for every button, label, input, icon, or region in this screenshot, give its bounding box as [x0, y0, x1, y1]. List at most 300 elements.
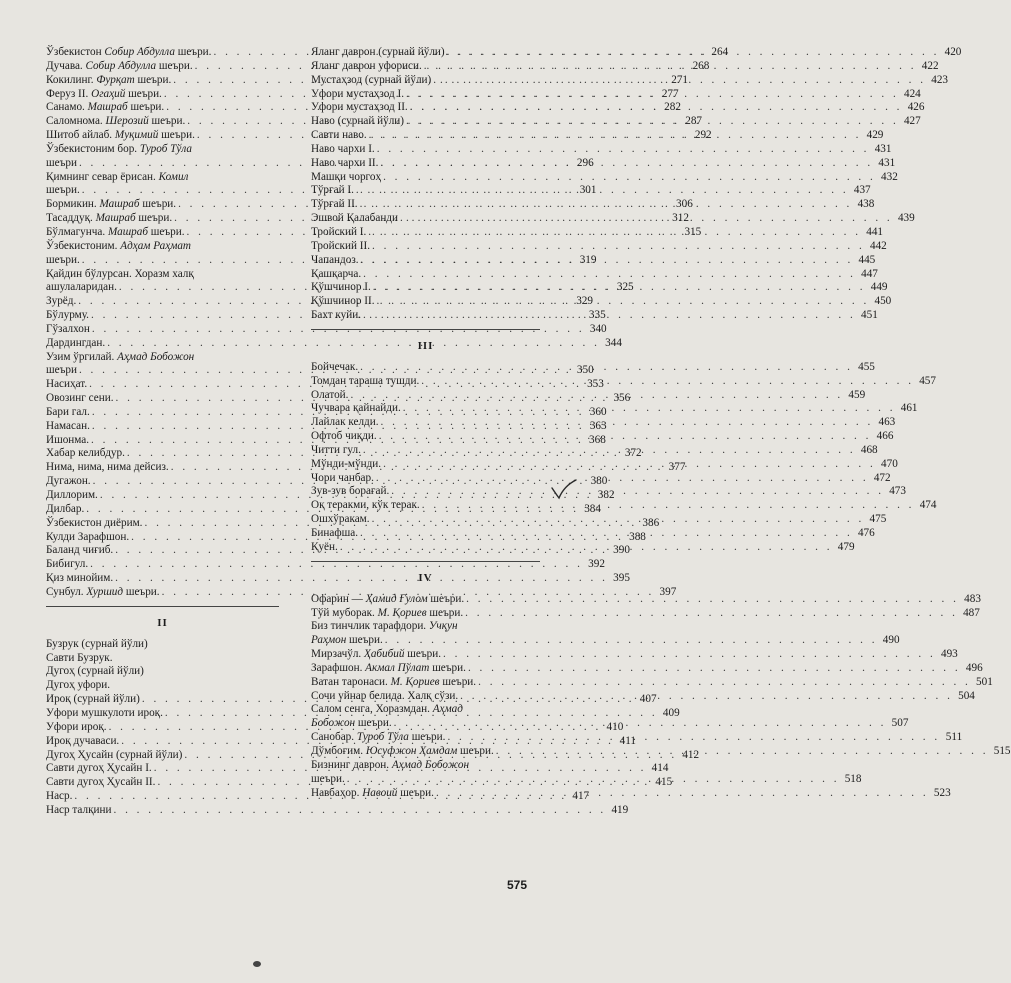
page-ref: 395 [613, 572, 630, 585]
page-ref: 386 [642, 516, 660, 529]
entry-title [46, 586, 160, 600]
entry-line-1 [311, 703, 540, 717]
dot-leader [392, 717, 887, 731]
entry-author: М. Қориев [390, 675, 440, 688]
page-ref: 397 [659, 585, 677, 598]
entry-author: Машраб [99, 198, 140, 211]
entry-title-text: Сочи уйнар белида. Халқ сўзи. [311, 689, 459, 702]
handwritten-checkmark-icon [550, 478, 580, 500]
entry-title [311, 458, 381, 472]
page-ref: 442 [869, 239, 887, 252]
page-ref: 344 [605, 336, 622, 349]
entry-title [311, 731, 445, 745]
dot-leader [374, 472, 869, 486]
page-ref: 523 [933, 786, 951, 799]
page-ref: 515 [993, 744, 1011, 757]
entry-title-text: Дугажон. [46, 475, 91, 488]
dot-leader [338, 541, 833, 555]
dot-leader [367, 129, 862, 143]
entry-title [311, 541, 338, 555]
page-ref: 431 [874, 142, 892, 155]
entry-title [46, 735, 119, 749]
entry-title [46, 46, 211, 60]
dot-leader [371, 281, 866, 295]
entry-author: Раҳмон [311, 634, 347, 647]
entry-title-text: Бари гал. [46, 405, 90, 418]
entry-title-text: Бахт куйи. [311, 309, 362, 322]
entry-title [311, 375, 419, 389]
page-ref: 450 [874, 295, 892, 308]
page-ref: 353 [587, 378, 604, 391]
entry-title [311, 226, 366, 240]
entry-suffix: шеъри. [346, 634, 383, 647]
entry-title-text: Биз тинчлик тарафдори. [311, 620, 429, 633]
toc-entry [311, 606, 980, 621]
page-ref: 461 [900, 402, 918, 415]
page-ref: 424 [903, 87, 921, 100]
entry-title [46, 212, 172, 226]
page-ref: 315 [684, 225, 702, 238]
entry-continuation: шеъри. [46, 253, 80, 266]
entry-title [311, 281, 371, 295]
dot-leader [422, 60, 917, 74]
page-number: 575 [507, 878, 528, 892]
entry-title-text: Бибигул. [46, 558, 89, 571]
entry-title [311, 773, 345, 787]
entry-title [46, 693, 140, 707]
dot-leader [354, 184, 849, 198]
dot-leader [458, 690, 953, 704]
page-ref: 441 [866, 225, 884, 238]
page-ref: 412 [682, 748, 700, 761]
entry-title [46, 790, 72, 804]
entry-title-text: Зарафшон. [311, 661, 366, 674]
toc-entry [46, 638, 279, 652]
toc-entry [311, 592, 981, 607]
page-ref: 414 [651, 762, 669, 775]
entry-title [311, 634, 383, 648]
entry-title-text: Қиз минойим. [46, 572, 114, 585]
entry-title [311, 416, 379, 430]
entry-title-text: Қашқарча. [311, 267, 362, 280]
toc-entry [46, 652, 279, 666]
entry-continuation: ашулаларидан. [46, 281, 117, 294]
section-divider [46, 606, 279, 607]
page-ref: 417 [572, 790, 590, 803]
entry-suffix: шеъри. [397, 786, 434, 799]
page-ref: 384 [584, 502, 601, 515]
page-ref: 388 [629, 530, 646, 543]
entry-title [46, 129, 195, 143]
entry-author: Шерозий [105, 115, 149, 128]
entry-title-text: Қўшчинор I. [311, 281, 371, 294]
entry-title [46, 88, 162, 102]
section-divider [311, 329, 540, 330]
entry-title-text: Чори чанбар. [311, 471, 374, 484]
page-ref: 411 [619, 734, 636, 747]
entry-title [46, 281, 117, 295]
entry-title [46, 572, 113, 586]
entry-title [46, 461, 169, 475]
entry-suffix: шеъри. [355, 717, 392, 730]
page-ref: 382 [597, 489, 615, 501]
entry-author: Муқимий [114, 129, 159, 142]
entry-title [311, 499, 420, 513]
entry-title [311, 198, 358, 212]
dot-leader [420, 499, 915, 513]
page-ref: 422 [921, 59, 939, 72]
page-ref: 380 [590, 475, 608, 488]
entry-title [311, 254, 359, 268]
entry-title-text: Лайлак келди. [311, 416, 379, 429]
entry-suffix: шеъри. [439, 675, 477, 688]
page-ref: 306 [676, 198, 693, 211]
entry-title [311, 212, 398, 226]
entry-line-1 [46, 351, 279, 365]
dot-leader [441, 648, 936, 662]
entry-title [311, 46, 445, 60]
entry-title-text: Машқи чоргоҳ [311, 170, 382, 183]
dot-leader [358, 361, 853, 375]
entry-author: Бобожон [311, 717, 356, 730]
page-ref: 429 [866, 129, 884, 142]
entry-author: Собир Абдулла [104, 46, 175, 58]
entry-title-text: Наво (сурнай йўли) [311, 115, 404, 128]
page-ref: 507 [891, 717, 909, 730]
entry-title-text: Тройский I. [311, 225, 367, 238]
entry-title [46, 544, 113, 558]
dot-leader [379, 416, 874, 430]
entry-title [46, 558, 88, 572]
entry-title [311, 648, 441, 662]
entry-author: Туроб Тўла [139, 142, 192, 155]
entry-title [311, 101, 408, 115]
entry-author: Аҳмад [432, 703, 463, 716]
entry-author: Огаҳий [91, 87, 126, 100]
entry-title-text: Томдан тараша тушди. [311, 374, 420, 387]
entry-title [46, 295, 76, 309]
entry-title [46, 762, 152, 776]
entry-title [46, 74, 171, 88]
entry-suffix: шеъри. [134, 73, 172, 86]
entry-title-text: Бўлмагунча. [46, 225, 108, 238]
entry-author: Туроб Тўла [356, 731, 409, 744]
entry-title [311, 240, 370, 254]
entry-title [46, 157, 77, 171]
entry-title-text: Мўнди-мўнди. [311, 457, 382, 470]
entry-author: Акмал Пўлат [365, 661, 430, 674]
page-ref: 340 [589, 322, 607, 335]
entry-title-text: Наср талқини [46, 803, 112, 816]
dot-leader [408, 101, 903, 115]
entry-title-text: Ўзбекистон [46, 46, 105, 58]
page-ref: 483 [964, 592, 981, 605]
entry-title [46, 517, 142, 531]
entry-title [46, 749, 182, 763]
entry-title-text: Чучвара қайнайди. [311, 402, 401, 415]
page-ref: 426 [907, 101, 925, 114]
entry-author: Комил [158, 170, 189, 183]
page-ref: 423 [931, 73, 949, 86]
dot-leader [361, 268, 856, 282]
entry-title-text: Хабар келибдур. [46, 447, 125, 460]
entry-title [311, 402, 401, 416]
page-ref: 439 [897, 212, 915, 225]
entry-title [311, 309, 361, 323]
dot-leader [366, 226, 861, 240]
dot-leader [445, 731, 940, 745]
entry-title [311, 143, 375, 157]
entry-title-text: Ироқ (сурнай йўли) [46, 693, 140, 706]
toc-entry [311, 170, 898, 185]
page-ref: 449 [870, 281, 888, 294]
entry-title [311, 295, 375, 309]
entry-title [311, 268, 361, 282]
page-ref: 268 [692, 59, 710, 72]
page-ref: 368 [589, 433, 606, 446]
entry-title-text: Дўмбоғим. [311, 744, 366, 757]
page-ref: 329 [576, 295, 593, 308]
page-ref: 271 [671, 73, 689, 86]
page-ref: 296 [576, 156, 594, 169]
page-ref: 407 [639, 693, 657, 706]
page-ref: 468 [860, 443, 878, 456]
entry-title-text: Қимнинг севар ёрисан. [46, 170, 159, 183]
page-ref: 287 [685, 115, 703, 128]
entry-title-text: Тасаддуқ. [46, 212, 96, 225]
entry-title [46, 309, 89, 323]
entry-title-text: Савти дугоҳ Ҳусайн II. [46, 776, 156, 789]
entry-title-text: Санобар. [311, 731, 357, 744]
dot-leader [345, 773, 840, 787]
entry-title-text: Зув-зув борағай. [311, 485, 390, 498]
dot-leader [401, 402, 896, 416]
page-ref: 459 [848, 388, 866, 401]
entry-title-text: Бормикин. [46, 198, 100, 211]
toc-entry [311, 142, 892, 157]
entry-title-text: Дугоҳ (сурнай йўли) [46, 665, 144, 678]
entry-title-text: Диллорим. [46, 489, 98, 501]
page-ref: 511 [945, 731, 963, 744]
dot-leader [434, 787, 929, 801]
entry-title [46, 254, 80, 268]
entry-title [311, 444, 361, 458]
entry-title [46, 226, 185, 240]
entry-title [311, 472, 374, 486]
page-ref: 501 [976, 675, 993, 688]
entry-author: Адҳам Раҳмат [120, 239, 192, 252]
entry-author: Фурқат [96, 73, 135, 86]
entry-title [46, 503, 84, 517]
entry-title [311, 787, 434, 801]
entry-title-text: Дучава. [46, 59, 86, 72]
page-ref: 301 [579, 184, 597, 197]
page-ref: 470 [881, 457, 898, 470]
entry-title-text: Сунбул. [46, 585, 87, 598]
page-ref: 319 [579, 253, 597, 266]
entry-suffix: шеъри. [158, 129, 195, 142]
entry-suffix: шеъри. [148, 115, 186, 128]
entry-title-text: Дардингдан. [46, 336, 106, 349]
entry-title-text: Кокилинг. [46, 73, 97, 86]
entry-author: Машраб [95, 212, 136, 225]
entry-title-text: Шитоб айлаб. [46, 129, 115, 142]
dot-leader [358, 527, 853, 541]
entry-title [46, 115, 185, 129]
entry-suffix: шеъри. [123, 585, 160, 598]
page-ref: 392 [588, 558, 605, 571]
page-ref: 504 [958, 689, 975, 702]
entry-title-text: Дилбар. [46, 502, 85, 515]
entry-title [46, 406, 90, 420]
entry-title-text: Мирзачўл. [311, 648, 364, 661]
entry-title-text: Тўй муборак. [311, 606, 378, 619]
dot-leader [389, 485, 884, 499]
toc-entry [46, 322, 607, 337]
dot-leader [111, 804, 606, 818]
dot-leader [377, 430, 872, 444]
dot-leader [375, 143, 870, 157]
page-ref: 420 [944, 46, 962, 58]
entry-title-text: Узим ўргилай. [46, 350, 118, 363]
entry-suffix: шеъри. [156, 59, 193, 72]
entry-title-text: Олатой. [311, 388, 349, 401]
toc-entry [46, 803, 629, 818]
entry-title-text: Баланд чиғиб. [46, 544, 114, 557]
entry-author: Машраб [87, 101, 128, 114]
entry-author: Ҳабибий [364, 648, 405, 661]
dot-leader [404, 115, 899, 129]
page-ref: 312 [672, 212, 689, 225]
entry-title-text: Офтоб чиқди. [311, 430, 377, 443]
entry-title-text: Қайдин бўлурсан. Хоразм халқ [46, 267, 194, 280]
entry-title-text: Мустаҳзод (сурнай йўли) [311, 73, 432, 86]
entry-title-text: Ўзбекистоним бор. [46, 142, 140, 155]
dot-leader [466, 662, 961, 676]
page-ref: 282 [664, 101, 681, 114]
dot-leader [370, 513, 865, 527]
entry-title [311, 74, 431, 88]
entry-line-1 [46, 171, 279, 185]
page-ref: 264 [711, 46, 729, 58]
entry-author: Собир Абдулла [85, 59, 157, 72]
entry-title [46, 323, 90, 337]
entry-title-text: Офарин — [311, 592, 366, 605]
page-ref: 410 [606, 720, 624, 733]
dot-leader [464, 593, 959, 607]
section-heading: II [157, 616, 168, 629]
page-ref: 473 [889, 485, 906, 498]
entry-title [46, 475, 91, 489]
entry-title [311, 662, 466, 676]
toc-entry [46, 665, 279, 679]
page-ref: 360 [589, 405, 607, 418]
entry-title [46, 679, 110, 693]
entry-title [46, 184, 80, 198]
entry-author: Юсуфжон Ҳамдам [365, 744, 458, 757]
page-ref: 475 [869, 513, 887, 526]
entry-author: Учқун [428, 620, 458, 633]
entry-title-text: Қуён. [311, 540, 338, 553]
entry-title [46, 337, 105, 351]
dot-leader [431, 74, 926, 88]
entry-suffix: шеъри. [457, 744, 494, 757]
entry-title [311, 690, 458, 704]
entry-title-text: Бойчечак. [311, 360, 359, 373]
entry-continuation: шеъри [46, 156, 77, 169]
entry-title [311, 607, 463, 621]
entry-continuation: шеъри [46, 364, 77, 377]
section-heading: III [417, 339, 434, 352]
entry-suffix: шеъри. [311, 772, 345, 785]
dot-leader [378, 157, 873, 171]
page-ref: 390 [613, 544, 630, 557]
entry-title-text: Яланг даврон (сурнай йўли) [311, 46, 445, 58]
entry-author: Машраб [107, 225, 148, 238]
toc-entry [46, 679, 279, 693]
toc-entry [311, 675, 993, 690]
toc-entry [311, 661, 983, 676]
dot-leader [370, 240, 865, 254]
page-ref: 292 [694, 129, 712, 142]
entry-title-text: Чапандоз. [311, 253, 359, 266]
entry-title-text: Намасан. [46, 419, 90, 432]
entry-title-text: Уфори мустаҳзод II. [311, 101, 408, 114]
section-heading: IV [418, 571, 433, 584]
entry-title-text: Эшвой Қалабанди [311, 212, 398, 225]
toc-entry [311, 648, 958, 662]
entry-title-text: Яланг даврон уфориси. [311, 59, 422, 72]
page-ref: 476 [857, 527, 875, 539]
entry-title-text: Савти дугоҳ Ҳусайн I. [46, 762, 152, 775]
dot-leader [381, 458, 876, 472]
dot-leader [375, 295, 870, 309]
entry-suffix: шеъри. [174, 46, 212, 58]
entry-title-text: Савти наво. [311, 129, 367, 142]
page-ref: 335 [588, 309, 606, 322]
ink-blot [253, 961, 261, 967]
entry-title-text: Навбаҳор. [311, 786, 363, 799]
entry-suffix: шеъри. [139, 198, 177, 211]
page-ref: 372 [624, 447, 642, 460]
toc-entry [311, 620, 900, 648]
entry-title [46, 652, 113, 666]
dot-leader [398, 212, 893, 226]
page-ref: 451 [861, 309, 878, 322]
entry-title-text: Дугоҳ уфори. [46, 679, 111, 692]
entry-title [46, 60, 193, 74]
dot-leader [348, 389, 843, 403]
page-ref: 419 [611, 803, 629, 816]
entry-title [311, 60, 422, 74]
entry-title-text: Ўзбекистоним. [46, 239, 121, 252]
toc-entry [46, 558, 605, 572]
entry-title-text: Уфори мушкулоти ироқ. [46, 706, 163, 719]
entry-title [311, 171, 381, 185]
page-ref: 487 [963, 606, 980, 619]
entry-title [311, 485, 389, 499]
dot-leader [463, 607, 958, 621]
entry-title [46, 804, 111, 818]
entry-title-text: Ошхўракам. [311, 513, 370, 526]
entry-author: Аҳмад Бобожон [117, 350, 195, 363]
entry-suffix: шеъри. [125, 87, 162, 100]
dot-leader [361, 309, 856, 323]
entry-title-text: Нима, нима, нима дейсиз. [46, 461, 169, 474]
entry-line-1 [311, 620, 540, 634]
entry-title-text: Гўзалхон [46, 322, 90, 335]
page-ref: 437 [853, 184, 871, 197]
